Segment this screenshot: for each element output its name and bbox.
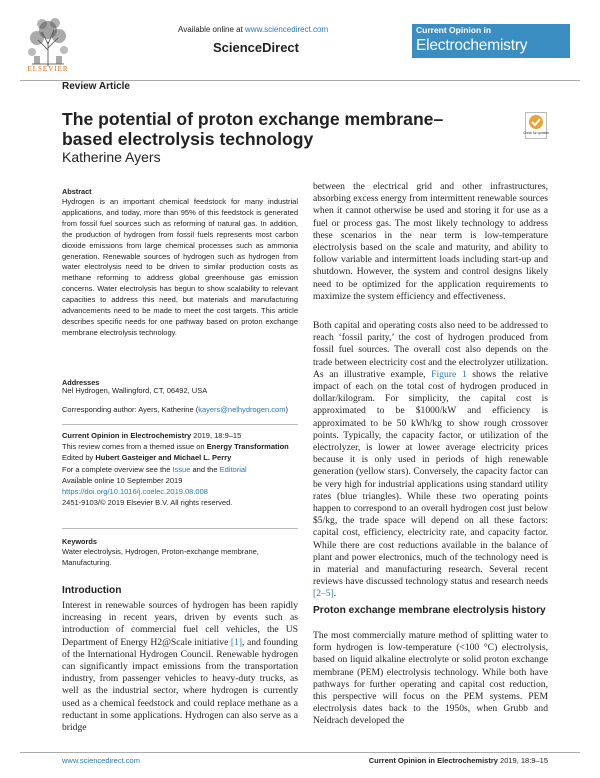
author-email-link[interactable]: kayers@nelhydrogen.com — [198, 405, 286, 414]
journal-banner — [412, 24, 570, 58]
addresses-heading: Addresses — [62, 378, 100, 387]
doi-link[interactable]: https://doi.org/10.1016/j.coelec.2019.08.008 — [62, 487, 208, 497]
journal-name-line1: Current Opinion in — [416, 25, 492, 35]
paragraph-pem-history: The most commercially mature method of splitting water to form hydrogen is low-temperature (<100 °C) electrolysis, based on liquid alkaline electrolyte or solid proton exchange membrane (PEM) electrolysis technology. While both have pathways for further operating and capital cost reduction, this perspective will focus on the PEM systems. PEM electrolysis dates back to the 1950s, when Grubb and Neidrach developed the — [313, 630, 548, 727]
corresponding-suffix: ) — [285, 405, 288, 414]
article-title: The potential of proton exchange membrane–based electrolysis technology — [62, 109, 444, 149]
overview-line — [62, 464, 298, 475]
paragraph-grid-bridge: between the electrical grid and other infrastructures, absorbing excess energy from intermittent renewable sources when it cannot otherwise be used and storing it for use as a fuel or process gas. The most likely technology to address these scenarios in the near term is low-temperature electrolysis based on the scale and maturity, and ability to follow variable and intermittent loads including start-up and shutdown. However, the system and control designs likely need to be optimized for the application requirements to maximize the system efficiency and effectiveness. — [313, 181, 548, 302]
citation-line — [62, 430, 298, 441]
meta-divider-top — [62, 424, 298, 425]
journal-name-line2: Electrochemistry — [416, 37, 528, 54]
citation-volume: 2019, 18:9–15 — [191, 431, 242, 440]
paragraph-costs — [313, 320, 548, 601]
overview-prefix: For a complete overview see the — [62, 464, 173, 474]
available-online-date: Available online 10 September 2019 — [62, 475, 183, 485]
check-updates-label: Check for updates — [523, 131, 549, 135]
corresponding-author — [62, 405, 298, 416]
keywords-heading: Keywords — [62, 537, 97, 546]
article-type: Review Article — [62, 81, 130, 92]
corresponding-prefix: Corresponding author: Ayers, Katherine ( — [62, 405, 199, 414]
footer-sciencedirect-link[interactable]: www.sciencedirect.com — [62, 756, 140, 765]
pem-history-heading: Proton exchange membrane electrolysis history — [313, 605, 546, 616]
article-metadata — [62, 430, 298, 508]
intro-part1: Interest in renewable sources of hydrogen has been rapidly increasing in recent years, driven by events such as introduction of commercial fuel cell vehicles, the US Department of Energy H2@Scale initiative — [62, 600, 298, 648]
introduction-heading: Introduction — [62, 585, 122, 596]
costs-part-c: . — [333, 588, 337, 600]
intro-part2: , and founding of the International Hydrogen Council. Renewable hydrogen can significantly impact emissions from the transportation industry, from passenger vehicles to heavy-duty trucks, as well as the industrial sector, where hydrogen is currently used as a chemical feedstock and could replace methane as a reductant in some applications. Hydrogen can also serve as a bridge — [62, 636, 298, 734]
figure-1-link[interactable]: Figure 1 — [431, 368, 467, 380]
editor-names: Hubert Gasteiger and Michael L. Perry — [95, 453, 232, 463]
available-prefix: Available online at — [178, 25, 246, 34]
overview-and: and the — [190, 464, 220, 474]
introduction-text — [62, 600, 298, 734]
sciencedirect-link[interactable]: www.sciencedirect.com — [245, 25, 329, 34]
themed-issue-line — [62, 441, 298, 452]
editorial-link[interactable]: Editorial — [219, 464, 247, 474]
theme-name: Energy Transformation — [206, 442, 289, 452]
citation-journal: Current Opinion in Electrochemistry — [62, 431, 192, 440]
footer-citation — [340, 756, 548, 765]
elsevier-wordmark: ELSEVIER — [27, 65, 69, 73]
keywords-text: Water electrolysis, Hydrogen, Proton-exchange membrane, Manufacturing. — [62, 547, 259, 567]
ref-2-5-link[interactable]: [2–5] — [313, 588, 334, 600]
edited-prefix: Edited by — [62, 453, 96, 463]
copyright-line: 2451-9103/© 2019 Elsevier B.V. All rights reserved. — [62, 498, 233, 508]
footer-journal: Current Opinion in Electrochemistry — [368, 756, 498, 765]
abstract-text: Hydrogen is an important chemical feedstock for many industrial applications, and today, more than 95% of this feedstock is generated from fossil fuel sources such as reforming of natural gas. In addition, the production of hydrogen from fossil fuels represents most carbon dioxide emissions from large chemical processes such as ammonia generation. Renewable sources of hydrogen such as hydrogen from water electrolysis need to be driven to similar production costs as methane reforming to address global greenhouse gas emission concerns. Water electrolysis has begun to show scalability to relevant capacities to address this need, but materials and manufacturing advancements need to be made to meet the cost targets. This article describes specific needs for one pathway based on proton exchange membrane electrolysis technology. — [62, 197, 298, 337]
sciencedirect-brand: ScienceDirect — [213, 40, 299, 55]
theme-prefix: This review comes from a themed issue on — [62, 442, 207, 452]
ref-1-link[interactable]: [1] — [230, 636, 243, 648]
costs-part-a: Both capital and operating costs also need to be addressed to reach ‘fossil parity,’ the cost of hydrogen produced from fossil fuel sources. The overall cost also depends on the trade between electricity cost and the electrolyzer utilization. As an illustrative example, — [313, 320, 548, 380]
available-online-line — [178, 25, 328, 34]
footer-divider — [20, 752, 580, 753]
editors-line — [62, 452, 298, 463]
meta-divider-bottom — [62, 528, 298, 529]
costs-part-b: shows the relative impact of each on the total cost of hydrogen produced in dollar/kilogram. For simplicity, the capital cost is approximated to be $1000/kW and efficiency is approximated to be 50 kWh/kg to show rough crossover points. Typically, the capacity factor, or utilization of the electrolyzer, is lower at lower average electricity prices because it is only used in periods of high renewable generation (yellow stars). Conversely, the capacity factor can be very high for industrial applications using standard utility rates (blue triangles). While these two operating points happen to correspond to an overall hydrogen cost just below $5/kg, the trade space will depend on all these factors: capital cost, efficiency, electricity rate, and capacity factor. While there are cost reductions available in the balance of plant and power electronics, much of the technology need is in material and manufacturing research. Several recent reviews have discussed technology status and research needs — [313, 368, 548, 588]
abstract-heading: Abstract — [62, 187, 92, 196]
check-for-updates-icon[interactable] — [525, 112, 547, 139]
article-author: Katherine Ayers — [62, 149, 161, 165]
addresses-text: Nel Hydrogen, Wallingford, CT, 06492, USA — [62, 386, 208, 395]
footer-volume: 2019, 18:9–15 — [497, 756, 548, 765]
issue-link[interactable]: Issue — [172, 464, 191, 474]
